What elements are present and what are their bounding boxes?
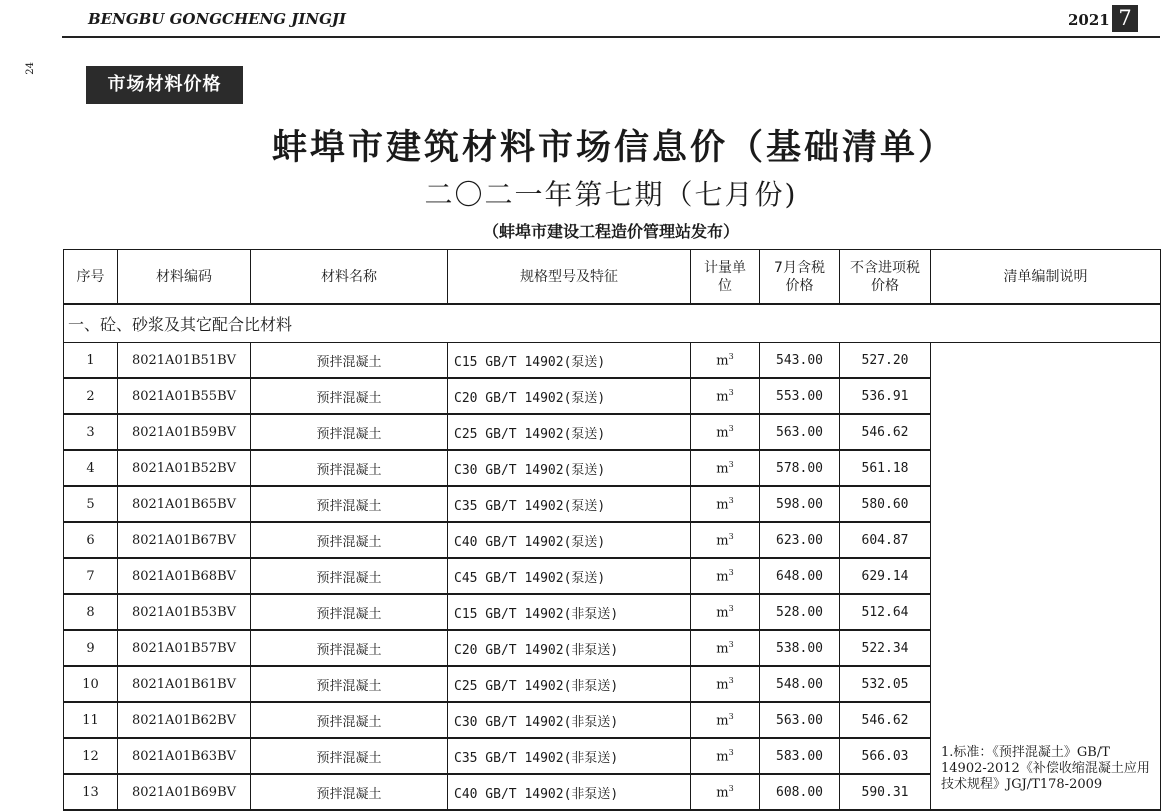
- cell-spec: C30 GB/T 14902(泵送): [448, 450, 691, 486]
- cell-price-tax: 608.00: [760, 774, 840, 810]
- cell-price-tax: 543.00: [760, 343, 840, 379]
- cell-price-tax: 563.00: [760, 414, 840, 450]
- cell-spec: C15 GB/T 14902(非泵送): [448, 594, 691, 630]
- cell-name: 预拌混凝土: [251, 774, 448, 810]
- cell-unit: [691, 343, 760, 379]
- cell-code: 8021A01B52BV: [118, 450, 251, 486]
- cell-spec: C25 GB/T 14902(泵送): [448, 414, 691, 450]
- col-header-seq: 序号: [64, 250, 118, 305]
- unit-superscript: 3: [728, 711, 734, 721]
- cell-price-notax: 566.03: [840, 738, 931, 774]
- cell-seq: 6: [64, 522, 118, 558]
- magazine-name: BENGBU GONGCHENG JINGJI: [88, 10, 347, 28]
- unit-superscript: 3: [728, 747, 734, 757]
- cell-unit: [691, 486, 760, 522]
- cell-price-tax: 538.00: [760, 630, 840, 666]
- category-label: 一、砼、砂浆及其它配合比材料: [64, 304, 1161, 343]
- unit-superscript: 3: [728, 495, 734, 505]
- table-row: [64, 343, 1161, 379]
- unit-base: m: [716, 677, 729, 693]
- cell-name: 预拌混凝土: [251, 702, 448, 738]
- cell-spec: C15 GB/T 14902(泵送): [448, 343, 691, 379]
- cell-code: 8021A01B51BV: [118, 343, 251, 379]
- cell-code: 8021A01B67BV: [118, 522, 251, 558]
- cell-price-notax: 527.20: [840, 343, 931, 379]
- cell-seq: 12: [64, 738, 118, 774]
- col-header-spec: 规格型号及特征: [448, 250, 691, 305]
- cell-price-tax: 583.00: [760, 738, 840, 774]
- unit-base: m: [716, 425, 729, 441]
- cell-price-notax: 512.64: [840, 594, 931, 630]
- unit-base: m: [716, 785, 729, 801]
- cell-name: 预拌混凝土: [251, 558, 448, 594]
- cell-price-tax: 563.00: [760, 702, 840, 738]
- cell-code: 8021A01B61BV: [118, 666, 251, 702]
- col-header-code: 材料编码: [118, 250, 251, 305]
- col-header-unit: 计量单位: [691, 250, 760, 305]
- unit-base: m: [716, 389, 729, 405]
- cell-code: 8021A01B59BV: [118, 414, 251, 450]
- cell-unit: [691, 594, 760, 630]
- cell-unit: [691, 450, 760, 486]
- cell-seq: 4: [64, 450, 118, 486]
- unit-base: m: [716, 749, 729, 765]
- cell-price-notax: 629.14: [840, 558, 931, 594]
- cell-price-notax: 522.34: [840, 630, 931, 666]
- cell-price-tax: 548.00: [760, 666, 840, 702]
- cell-spec: C35 GB/T 14902(非泵送): [448, 738, 691, 774]
- unit-superscript: 3: [728, 531, 734, 541]
- cell-seq: 9: [64, 630, 118, 666]
- unit-superscript: 3: [728, 603, 734, 613]
- cell-price-notax: 546.62: [840, 414, 931, 450]
- cell-price-notax: 580.60: [840, 486, 931, 522]
- unit-base: m: [716, 641, 729, 657]
- cell-seq: 2: [64, 378, 118, 414]
- cell-unit: [691, 378, 760, 414]
- page-number: 24: [25, 62, 36, 75]
- cell-code: 8021A01B53BV: [118, 594, 251, 630]
- cell-price-notax: 561.18: [840, 450, 931, 486]
- unit-base: m: [716, 713, 729, 729]
- cell-spec: C40 GB/T 14902(非泵送): [448, 774, 691, 810]
- col-header-price-tax: 7月含税价格: [760, 250, 840, 305]
- unit-superscript: 3: [728, 639, 734, 649]
- unit-superscript: 3: [728, 351, 734, 361]
- cell-price-notax: 532.05: [840, 666, 931, 702]
- cell-unit: [691, 666, 760, 702]
- header-rule: [62, 36, 1160, 38]
- cell-code: 8021A01B68BV: [118, 558, 251, 594]
- cell-price-tax: 528.00: [760, 594, 840, 630]
- cell-name: 预拌混凝土: [251, 343, 448, 379]
- cell-price-tax: 553.00: [760, 378, 840, 414]
- cell-seq: 5: [64, 486, 118, 522]
- cell-spec: C30 GB/T 14902(非泵送): [448, 702, 691, 738]
- col-header-name: 材料名称: [251, 250, 448, 305]
- cell-unit: [691, 522, 760, 558]
- publisher-line: （蚌埠市建设工程造价管理站发布）: [482, 222, 739, 241]
- cell-unit: [691, 414, 760, 450]
- cell-price-notax: 590.31: [840, 774, 931, 810]
- magazine-year: 2021: [1068, 11, 1110, 29]
- cell-price-notax: 546.62: [840, 702, 931, 738]
- unit-superscript: 3: [728, 387, 734, 397]
- cell-spec: C20 GB/T 14902(非泵送): [448, 630, 691, 666]
- notes-cell: 1.标准：《预拌混凝土》GB/T 14902-2012《补偿收缩混凝土应用技术规程》JGJ/T178-2009: [931, 343, 1161, 811]
- cell-name: 预拌混凝土: [251, 594, 448, 630]
- cell-unit: [691, 702, 760, 738]
- cell-price-tax: 623.00: [760, 522, 840, 558]
- cell-code: 8021A01B65BV: [118, 486, 251, 522]
- unit-base: m: [716, 353, 729, 369]
- cell-name: 预拌混凝土: [251, 738, 448, 774]
- cell-code: 8021A01B57BV: [118, 630, 251, 666]
- cell-seq: 10: [64, 666, 118, 702]
- unit-base: m: [716, 533, 729, 549]
- page-subtitle: 二〇二一年第七期（七月份): [424, 178, 798, 211]
- cell-code: 8021A01B55BV: [118, 378, 251, 414]
- cell-seq: 3: [64, 414, 118, 450]
- cell-price-tax: 598.00: [760, 486, 840, 522]
- cell-price-notax: 604.87: [840, 522, 931, 558]
- unit-superscript: 3: [728, 567, 734, 577]
- cell-unit: [691, 558, 760, 594]
- cell-spec: C35 GB/T 14902(泵送): [448, 486, 691, 522]
- unit-base: m: [716, 569, 729, 585]
- cell-name: 预拌混凝土: [251, 378, 448, 414]
- category-row: [64, 304, 1161, 343]
- cell-price-notax: 536.91: [840, 378, 931, 414]
- cell-price-tax: 578.00: [760, 450, 840, 486]
- cell-code: 8021A01B62BV: [118, 702, 251, 738]
- cell-spec: C25 GB/T 14902(非泵送): [448, 666, 691, 702]
- cell-code: 8021A01B69BV: [118, 774, 251, 810]
- cell-name: 预拌混凝土: [251, 486, 448, 522]
- col-header-notes: 清单编制说明: [931, 250, 1161, 305]
- cell-name: 预拌混凝土: [251, 450, 448, 486]
- cell-seq: 7: [64, 558, 118, 594]
- cell-code: 8021A01B63BV: [118, 738, 251, 774]
- unit-base: m: [716, 461, 729, 477]
- unit-superscript: 3: [728, 675, 734, 685]
- col-header-price-notax: 不含进项税价格: [840, 250, 931, 305]
- cell-seq: 1: [64, 343, 118, 379]
- cell-unit: [691, 774, 760, 810]
- cell-spec: C45 GB/T 14902(泵送): [448, 558, 691, 594]
- cell-name: 预拌混凝土: [251, 666, 448, 702]
- cell-spec: C20 GB/T 14902(泵送): [448, 378, 691, 414]
- cell-unit: [691, 630, 760, 666]
- unit-superscript: 3: [728, 423, 734, 433]
- cell-seq: 11: [64, 702, 118, 738]
- issue-badge: 7: [1112, 5, 1138, 32]
- cell-name: 预拌混凝土: [251, 522, 448, 558]
- unit-base: m: [716, 605, 729, 621]
- unit-base: m: [716, 497, 729, 513]
- cell-name: 预拌混凝土: [251, 630, 448, 666]
- table-header-row: [64, 250, 1161, 305]
- cell-spec: C40 GB/T 14902(泵送): [448, 522, 691, 558]
- cell-name: 预拌混凝土: [251, 414, 448, 450]
- unit-superscript: 3: [728, 459, 734, 469]
- page-title: 蚌埠市建筑材料市场信息价（基础清单）: [271, 127, 956, 168]
- cell-seq: 8: [64, 594, 118, 630]
- cell-seq: 13: [64, 774, 118, 810]
- price-table: [63, 249, 1161, 811]
- section-tab: 市场材料价格: [86, 66, 243, 104]
- cell-price-tax: 648.00: [760, 558, 840, 594]
- unit-superscript: 3: [728, 783, 734, 793]
- cell-unit: [691, 738, 760, 774]
